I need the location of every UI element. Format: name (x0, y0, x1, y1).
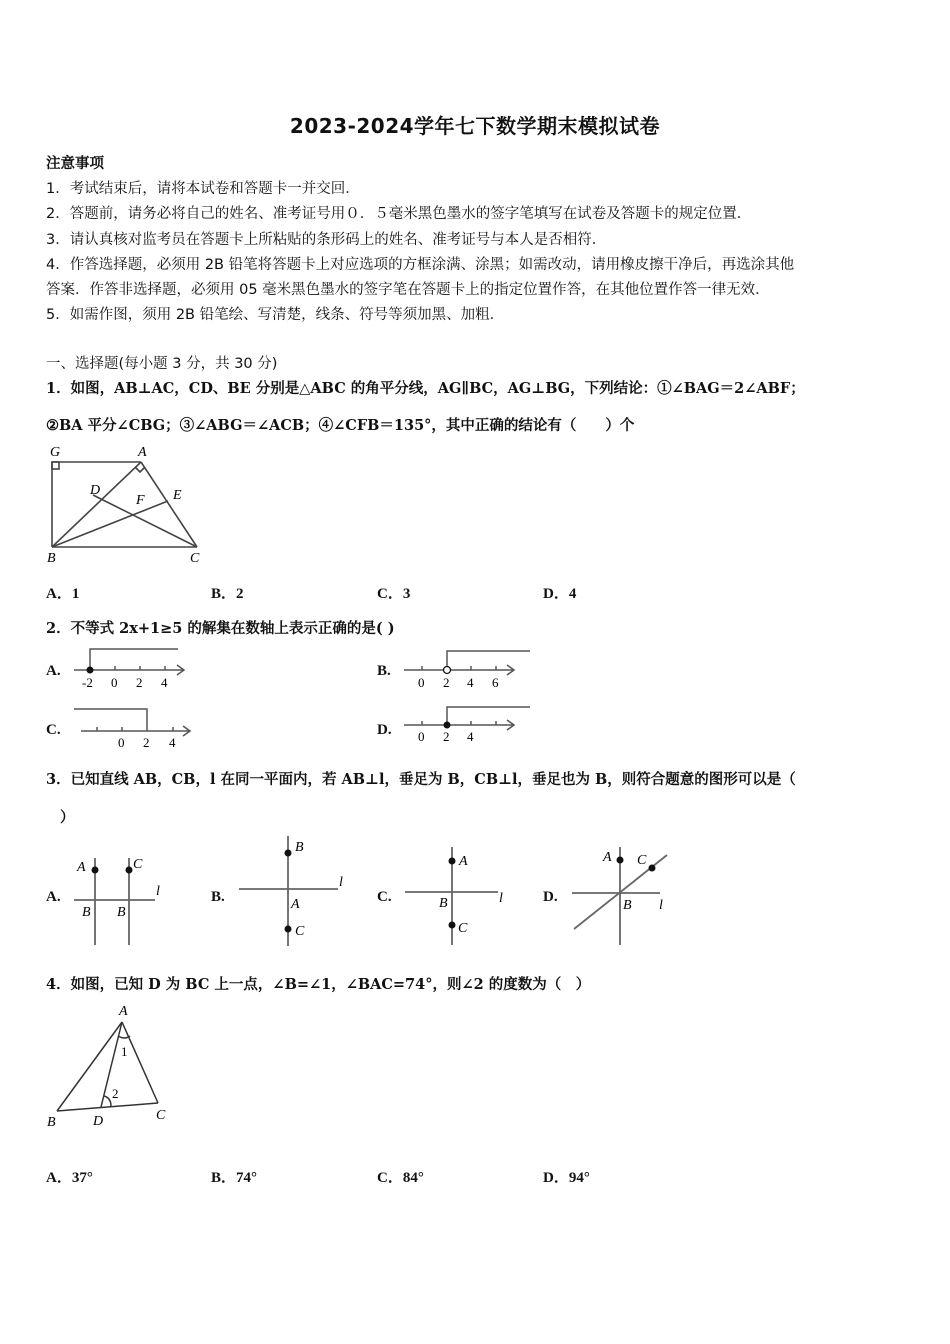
question-4-text: 4．如图，已知 D 为 BC 上一点，∠B=∠1，∠BAC=74°，则∠2 的度数为（ ） (46, 976, 591, 993)
label-C: C (190, 551, 200, 566)
question-3-text-cont: ） (60, 809, 75, 826)
svg-text:2: 2 (136, 675, 143, 690)
question-2-text: 2．不等式 2x+1≥5 的解集在数轴上表示正确的是( ) (46, 620, 395, 637)
question-1-figure (40, 440, 210, 570)
q2-option-c-numberline[interactable] (72, 703, 197, 751)
svg-text:C: C (133, 857, 143, 872)
q1-option-c[interactable]: C．3 (377, 586, 411, 602)
q4-option-a[interactable]: A．37° (46, 1170, 93, 1186)
q2-option-b-numberline[interactable] (402, 643, 532, 691)
q3-option-b-figure[interactable] (235, 834, 350, 948)
question-1-text: 1．如图，AB⊥AC，CD、BE 分别是△ABC 的角平分线，AG∥BC，AG⊥BG，下列结论：①∠BAG＝2∠ABF； (46, 380, 805, 397)
notice-item-3: 3．请认真核对监考员在答题卡上所粘贴的条形码上的姓名、准考证号与本人是否相符． (46, 232, 607, 248)
q4-option-b[interactable]: B．74° (211, 1170, 258, 1186)
notice-item-5: 5．如需作图，须用 2B 铅笔绘、写清楚，线条、符号等须加黑、加粗． (46, 307, 505, 323)
svg-text:0: 0 (111, 675, 118, 690)
q1-option-a[interactable]: A．1 (46, 586, 80, 602)
svg-text:A: A (119, 1004, 128, 1019)
svg-text:0: 0 (118, 735, 125, 750)
q4-option-c[interactable]: C．84° (377, 1170, 424, 1186)
svg-text:1: 1 (121, 1044, 128, 1059)
svg-text:B: B (117, 905, 126, 920)
svg-text:6: 6 (492, 675, 499, 690)
svg-text:0: 0 (418, 675, 425, 690)
svg-text:A: A (603, 850, 612, 865)
q2-option-b-label[interactable]: B. (377, 663, 391, 679)
q3-option-b-label[interactable]: B. (211, 889, 225, 905)
svg-text:B: B (82, 905, 91, 920)
svg-text:A: A (291, 897, 300, 912)
svg-text:D: D (93, 1114, 104, 1129)
q3-option-d-label[interactable]: D. (543, 889, 558, 905)
svg-text:0: 0 (418, 729, 425, 744)
label-B: B (47, 551, 56, 566)
svg-text:C: C (458, 921, 468, 936)
q2-option-d-numberline[interactable] (402, 703, 532, 751)
svg-text:l: l (499, 891, 503, 906)
question-1-text-cont: ②BA 平分∠CBG；③∠ABG＝∠ACB；④∠CFB＝135°，其中正确的结论有（ ）个 (46, 417, 635, 434)
q2-option-a-label[interactable]: A. (46, 663, 61, 679)
label-A: A (138, 445, 147, 460)
svg-text:A: A (459, 854, 468, 869)
svg-text:C: C (637, 853, 647, 868)
svg-text:2: 2 (143, 735, 150, 750)
section-heading: 一、选择题(每小题 3 分，共 30 分) (46, 356, 278, 372)
label-D: D (90, 483, 101, 498)
svg-text:4: 4 (467, 675, 474, 690)
svg-text:2: 2 (443, 675, 450, 690)
q3-option-a-figure[interactable] (72, 850, 167, 948)
svg-text:B: B (295, 840, 304, 855)
svg-text:l: l (156, 884, 160, 899)
svg-text:B: B (439, 896, 448, 911)
svg-text:A: A (77, 860, 86, 875)
notice-item-4-cont: 答案．作答非选择题，必须用 05 毫米黑色墨水的签字笔在答题卡上的指定位置作答，在其他位置作答一律无效． (46, 282, 770, 298)
q3-option-a-label[interactable]: A. (46, 889, 61, 905)
label-F: F (136, 493, 145, 508)
svg-text:B: B (623, 898, 632, 913)
notice-item-1: 1．考试结束后，请将本试卷和答题卡一并交回． (46, 181, 360, 197)
question-4-figure (40, 1000, 190, 1135)
svg-text:C: C (156, 1108, 166, 1123)
q2-option-d-label[interactable]: D. (377, 722, 392, 738)
q3-option-c-label[interactable]: C. (377, 889, 392, 905)
svg-text:-2: -2 (82, 675, 93, 690)
question-3-text: 3．已知直线 AB，CB，l 在同一平面内，若 AB⊥l，垂足为 B，CB⊥l，垂足也为 B，则符合题意的图形可以是（ (46, 771, 796, 788)
svg-text:l: l (659, 898, 663, 913)
q2-option-a-numberline[interactable] (72, 643, 192, 691)
svg-text:4: 4 (161, 675, 168, 690)
notice-item-2: 2．答题前，请务必将自己的姓名、准考证号用０．５毫米黑色墨水的签字笔填写在试卷及答题卡的规定位置． (46, 206, 752, 222)
q4-option-d[interactable]: D．94° (543, 1170, 590, 1186)
svg-text:4: 4 (467, 729, 474, 744)
svg-text:2: 2 (112, 1086, 119, 1101)
label-G: G (50, 445, 61, 460)
svg-text:l: l (339, 875, 343, 890)
label-E: E (173, 488, 182, 503)
q1-option-d[interactable]: D．4 (543, 586, 577, 602)
svg-text:C: C (295, 924, 305, 939)
q1-option-b[interactable]: B．2 (211, 586, 244, 602)
q2-option-c-label[interactable]: C. (46, 722, 61, 738)
q3-option-c-figure[interactable] (403, 845, 508, 947)
svg-text:2: 2 (443, 729, 450, 744)
svg-text:4: 4 (169, 735, 176, 750)
q3-option-d-figure[interactable] (570, 845, 675, 947)
page-title: 2023-2024学年七下数学期末模拟试卷 (289, 114, 661, 138)
notice-heading: 注意事项 (46, 156, 104, 172)
svg-text:B: B (47, 1115, 56, 1130)
notice-item-4: 4．作答选择题，必须用 2B 铅笔将答题卡上对应选项的方框涂满、涂黑；如需改动，请用橡皮擦干净后，再选涂其他 (46, 257, 795, 273)
